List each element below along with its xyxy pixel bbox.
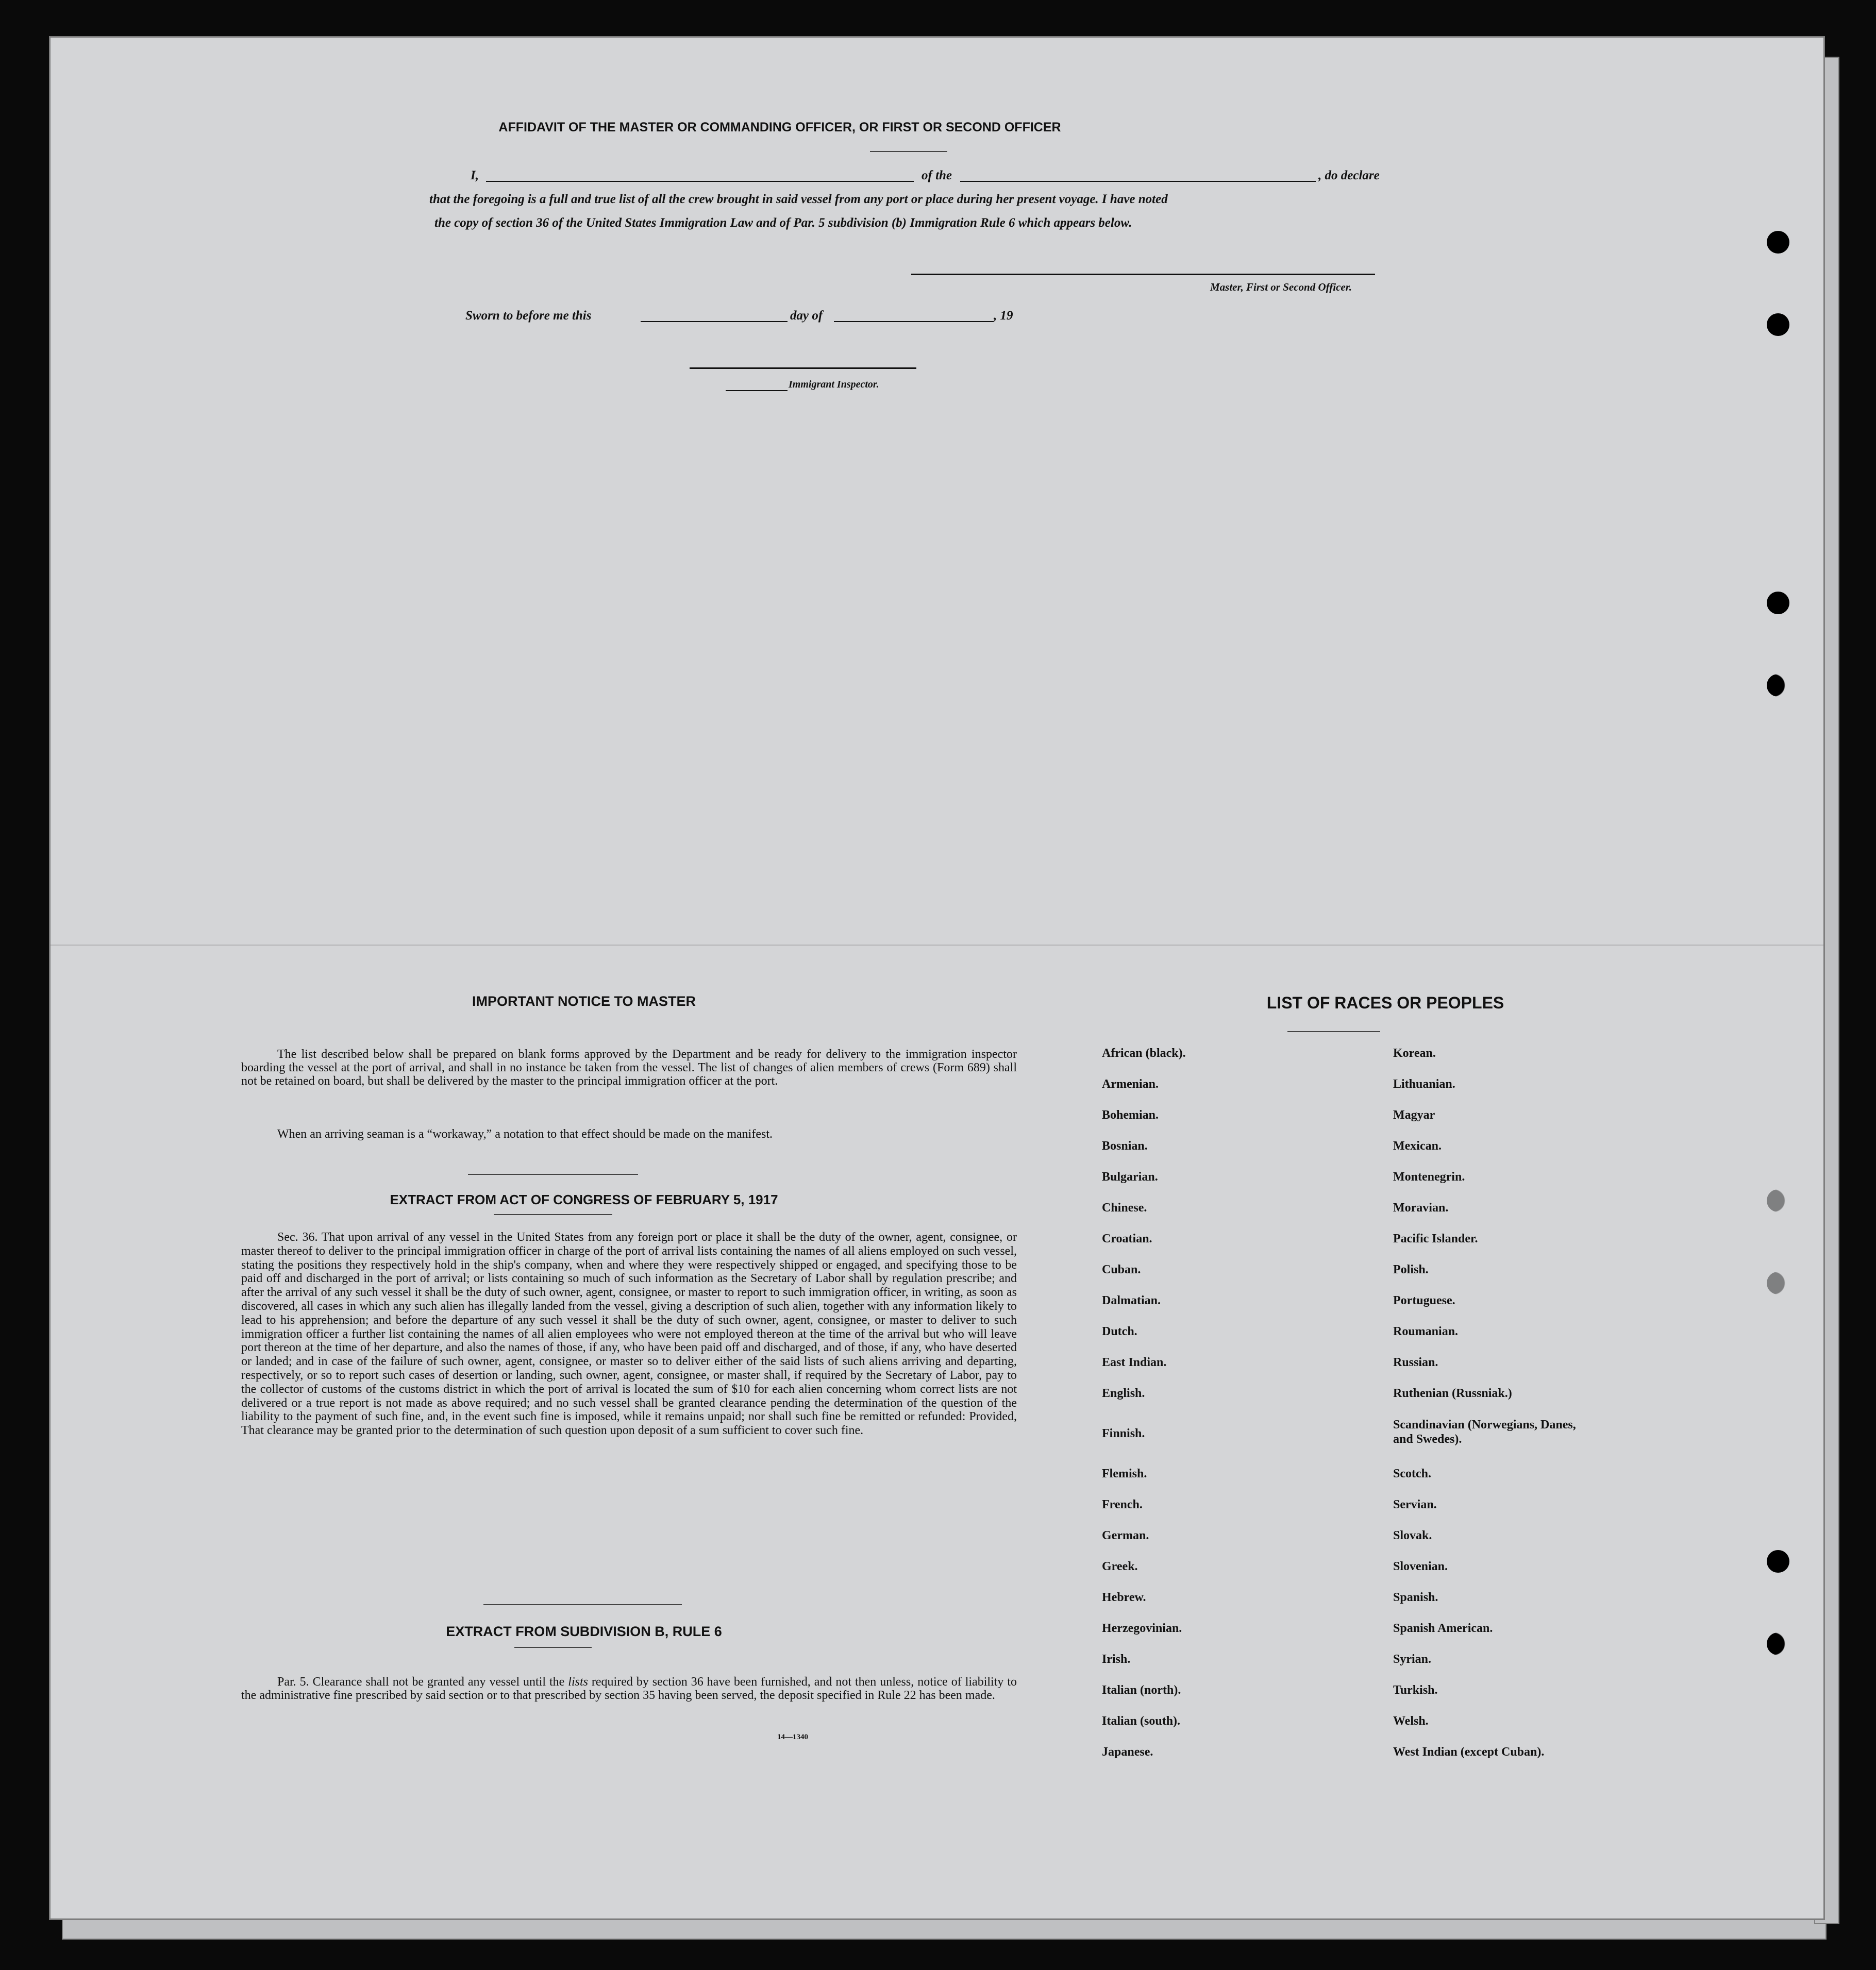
race-item: Cuban. xyxy=(1102,1263,1141,1276)
race-item: Dutch. xyxy=(1102,1325,1137,1338)
form-number: 14—1340 xyxy=(777,1733,808,1741)
races-left-column xyxy=(1102,1047,1360,1768)
race-item: Korean. xyxy=(1393,1047,1436,1060)
race-item: Turkish. xyxy=(1393,1683,1438,1697)
race-item: Scotch. xyxy=(1393,1467,1431,1480)
race-item: Montenegrin. xyxy=(1393,1170,1465,1184)
race-item: Croatian. xyxy=(1102,1232,1152,1245)
race-item: Scandinavian (Norwegians, Danes, and Swedes). xyxy=(1393,1418,1576,1446)
day-of-label: day of xyxy=(790,309,823,323)
race-item: African (black). xyxy=(1102,1047,1186,1060)
affidavit-title: AFFIDAVIT OF THE MASTER OR COMMANDING OFFICER, OR FIRST OR SECOND OFFICER xyxy=(498,120,1061,134)
punch-hole xyxy=(1767,1632,1789,1655)
rule-extract-title: EXTRACT FROM SUBDIVISION B, RULE 6 xyxy=(446,1624,722,1639)
race-item: German. xyxy=(1102,1529,1149,1542)
rule-extract-text xyxy=(241,1675,1017,1702)
race-item: Hebrew. xyxy=(1102,1591,1146,1604)
race-item: Japanese. xyxy=(1102,1745,1153,1759)
sworn-month-blank xyxy=(834,321,994,322)
race-item: Magyar xyxy=(1393,1108,1435,1122)
inspector-label: Immigrant Inspector. xyxy=(789,379,879,390)
race-item: Dalmatian. xyxy=(1102,1294,1161,1307)
race-item: Flemish. xyxy=(1102,1467,1147,1480)
title-divider xyxy=(870,151,947,152)
declaration-line-3: the copy of section 36 of the United States Immigration Law and of Par. 5 subdivision (b) Immigration Rule 6 which appears below. xyxy=(434,216,1132,230)
race-item: Bulgarian. xyxy=(1102,1170,1158,1184)
master-signature-label: Master, First or Second Officer. xyxy=(1210,281,1352,293)
race-item: Mexican. xyxy=(1393,1139,1442,1153)
punch-hole xyxy=(1767,674,1789,697)
race-item: Ruthenian (Russniak.) xyxy=(1393,1387,1512,1400)
race-item: French. xyxy=(1102,1498,1143,1511)
rule-divider xyxy=(483,1604,682,1605)
declaration-line-2: that the foregoing is a full and true list of all the crew brought in said vessel from any port or place during her present voyage. I have noted xyxy=(429,192,1168,206)
year-prefix: , 19 xyxy=(994,309,1013,323)
race-item: Portuguese. xyxy=(1393,1294,1455,1307)
rule-text-part-1: Par. 5. Clearance shall not be granted any vessel until the xyxy=(277,1675,568,1689)
race-item: Syrian. xyxy=(1393,1653,1432,1666)
punch-hole xyxy=(1767,1189,1789,1212)
race-item: Bohemian. xyxy=(1102,1108,1159,1122)
races-divider xyxy=(1287,1031,1380,1032)
inspector-short-line xyxy=(726,390,788,391)
race-item: Irish. xyxy=(1102,1653,1131,1666)
page-fold-line xyxy=(51,945,1823,946)
race-item: Spanish American. xyxy=(1393,1622,1493,1635)
document-page xyxy=(49,36,1825,1920)
race-item: West Indian (except Cuban). xyxy=(1393,1745,1545,1759)
rule-extract-divider xyxy=(514,1647,592,1648)
race-item: Slovenian. xyxy=(1393,1560,1448,1573)
race-item: Slovak. xyxy=(1393,1529,1432,1542)
act-extract-divider xyxy=(494,1214,612,1215)
races-title: LIST OF RACES OR PEOPLES xyxy=(1266,994,1504,1012)
race-item: Finnish. xyxy=(1102,1427,1145,1440)
race-item: Lithuanian. xyxy=(1393,1077,1455,1091)
punch-hole xyxy=(1767,592,1789,614)
notice-divider xyxy=(468,1174,638,1175)
race-item: Russian. xyxy=(1393,1356,1438,1369)
race-item: Polish. xyxy=(1393,1263,1429,1276)
rule-text-part-2: required by section 36 have been furnished, and not then unless, notice of liability to the administrative fine prescribed by said section or to that prescribed by section 35 having been served, the deposit specified in Rule 22 has been made. xyxy=(241,1675,1017,1702)
declare-line xyxy=(471,164,1450,187)
declare-suffix: , do declare xyxy=(1318,169,1380,182)
declarant-name-blank xyxy=(486,181,914,182)
act-extract-title: EXTRACT FROM ACT OF CONGRESS OF FEBRUARY 5, 1917 xyxy=(390,1192,778,1207)
notice-paragraph-1: The list described below shall be prepared on blank forms approved by the Department and be ready for delivery to the immigration inspector boarding the vessel at the port of arrival, and shall in no instance be taken from the vessel. The list of changes of alien members of crews (Form 689) shall not be retained on board, but shall be delivered by the master to the principal immigration officer at the port. xyxy=(241,1048,1017,1088)
race-item: Roumanian. xyxy=(1393,1325,1459,1338)
race-item: Pacific Islander. xyxy=(1393,1232,1478,1245)
races-right-column xyxy=(1393,1047,1682,1768)
vessel-prefix: of the xyxy=(922,169,952,182)
race-item: Italian (south). xyxy=(1102,1714,1181,1728)
notice-paragraph-2: When an arriving seaman is a “workaway,” a notation to that effect should be made on the manifest. xyxy=(277,1127,773,1141)
rule-text-lists: lists xyxy=(568,1675,588,1689)
punch-hole xyxy=(1767,1550,1789,1573)
notice-title: IMPORTANT NOTICE TO MASTER xyxy=(472,994,696,1009)
race-item: Greek. xyxy=(1102,1560,1138,1573)
sworn-line xyxy=(465,305,1135,327)
race-item: Welsh. xyxy=(1393,1714,1429,1728)
sworn-day-blank xyxy=(641,321,788,322)
declarant-prefix: I, xyxy=(471,169,479,182)
race-item: English. xyxy=(1102,1387,1145,1400)
master-signature-line xyxy=(911,274,1375,275)
race-item: Bosnian. xyxy=(1102,1139,1148,1153)
punch-hole xyxy=(1767,231,1789,254)
act-extract-text: Sec. 36. That upon arrival of any vessel in the United States from any foreign port or place it shall be the duty of the owner, agent, consignee, or master thereof to deliver to the principal immigration officer in charge of the port of arrival lists containing the names of all aliens employed on such vessel, stating the positions they respectively hold in the ship's company, when and where they were respectively shipped or engaged, and specifying those to be paid off and discharged in the port of arrival; or lists containing so much of such information as the Secretary of Labor shall by regulation prescribe; and after the arrival of any such vessel it shall be the duty of such owner, agent, consignee, or master to report to such immigration officer, in writing, as soon as discovered, all cases in which any such alien has illegally landed from the vessel, giving a description of such alien, together with any information likely to lead to his apprehension; and before the departure of any such vessel it shall be the duty of such owner, agent, consignee, or master to deliver to such immigration officer a further list containing the names of all alien employees who were not employed thereon at the time of the arrival but who will leave port thereon at the time of her departure, and also the names of those, if any, who have been paid off and discharged, and of those, if any, who have deserted or landed; and in case of the failure of such owner, agent, consignee, or master so to deliver either of the said lists of such aliens arriving and departing, respectively, or so to report such cases of desertion or landing, such owner, agent, consignee, or master shall, if required by the Secretary of Labor, pay to the collector of customs of the customs district in which the port of arrival is located the sum of $10 for each alien concerning whom correct lists are not delivered or a true report is not made as above required; and no such vessel shall be granted clearance pending the determination of the question of the liability to the payment of such fine, and, in the event such fine is imposed, while it remains unpaid; nor shall such fine be remitted or refunded: Provided, That clearance may be granted prior to the determination of such question upon deposit of a sum sufficient to cover such fine. xyxy=(241,1231,1017,1438)
race-item: Servian. xyxy=(1393,1498,1437,1511)
race-item: Herzegovinian. xyxy=(1102,1622,1182,1635)
race-item: East Indian. xyxy=(1102,1356,1167,1369)
race-item: Chinese. xyxy=(1102,1201,1147,1215)
race-item: Moravian. xyxy=(1393,1201,1449,1215)
punch-hole xyxy=(1767,313,1789,336)
inspector-signature-line xyxy=(690,367,916,369)
race-item: Italian (north). xyxy=(1102,1683,1181,1697)
punch-hole xyxy=(1767,1272,1789,1294)
vessel-name-blank xyxy=(960,181,1316,182)
race-item: Spanish. xyxy=(1393,1591,1438,1604)
sworn-prefix: Sworn to before me this xyxy=(465,309,592,323)
race-item: Armenian. xyxy=(1102,1077,1159,1091)
